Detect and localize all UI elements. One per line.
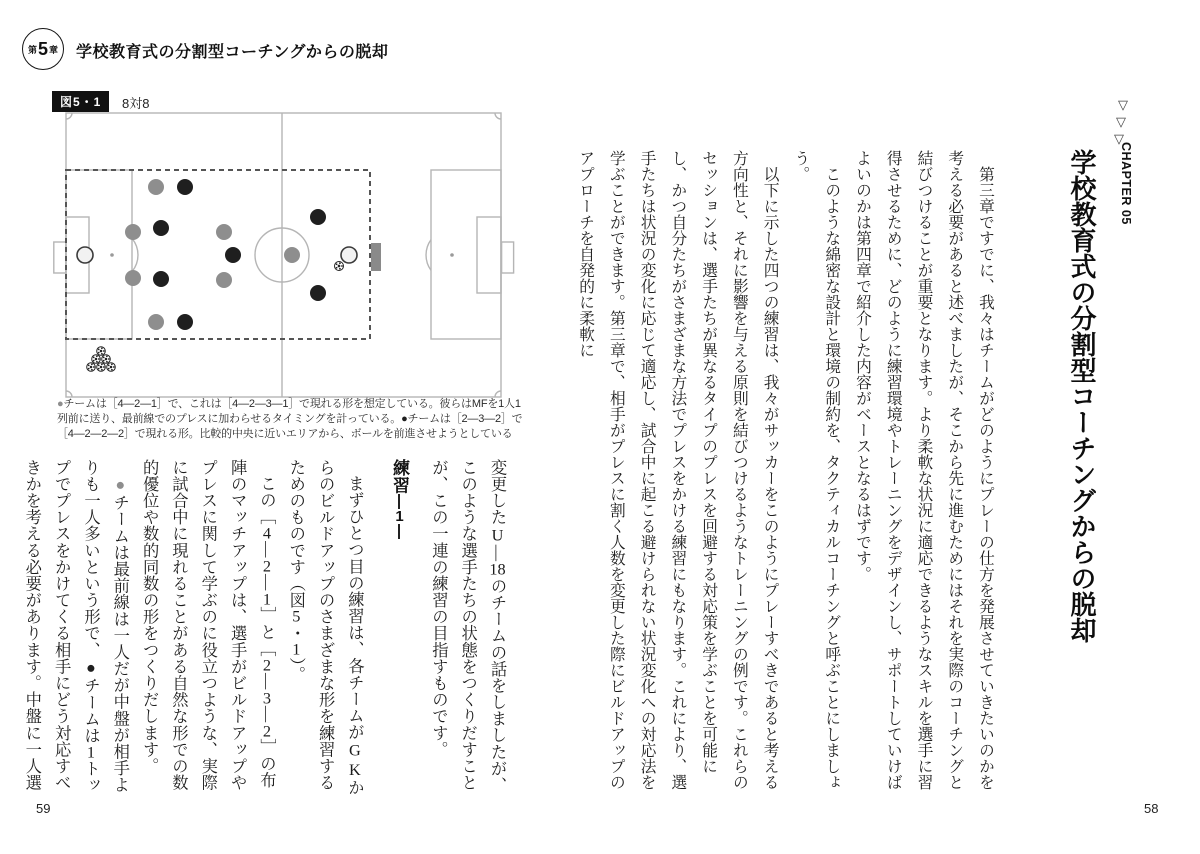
deco-triangle: ▽: [1114, 132, 1124, 147]
player-gray: [125, 270, 141, 286]
left-penalty-box: [66, 170, 132, 339]
right-penalty-spot: [450, 253, 454, 257]
page-number-right: 58: [1144, 801, 1159, 816]
player-black: [310, 209, 326, 225]
paragraph: 第三章ですでに、我々はチームがどのようにプレーの仕方を発展させていきたいのかを考える必要があると述べましたが、そこから先に進むためにはそれを実際のコーチングと結びつけることが重要となります。より柔軟な状況に適応できるようなスキルを選手に習得させるために、どのように練習環境やトレーニングをデザインし、サポートしていけばよいのかは第四章で紹介した内容がベースとなるはずです。: [853, 150, 994, 790]
chapter-marker: CHAPTER 05: [1119, 142, 1133, 225]
right-goal-area: [477, 217, 501, 293]
team-dot: ●: [81, 658, 101, 678]
left-page-body: [17, 459, 512, 804]
left-penalty-spot: [110, 253, 114, 257]
paragraph: ●チームは最前線は一人だが中盤が相手よりも一人多いという形で、●チームは1トップでプレスをかけてくる相手にどう対応すべきかを考える必要があります。中盤に一人選: [22, 459, 130, 794]
player-gray: [284, 247, 300, 263]
chapter-badge-suffix: 章: [49, 44, 59, 55]
figure-caption: ●チームは［4―2―1］で、これは［4―2―3―1］で現れる形を想定している。彼らはMFを1人1列前に送り、最前線でのプレスに加わらせるタイミングを計っている。●チームは［2―3―2］で［4―2―2―2］で現れる形。比較的中央に近いエリアから、ボールを前進させようとしている: [57, 398, 523, 440]
players-layer: [77, 179, 357, 371]
chapter-badge-prefix: 第: [27, 44, 37, 55]
right-page-body: [569, 150, 1000, 798]
mini-goal: [371, 243, 381, 271]
pitch-outline: [66, 113, 501, 397]
figure-label: 図5・1: [52, 91, 109, 112]
team-dot: ●: [401, 413, 408, 425]
soccer-pitch-diagram: [53, 108, 515, 400]
player-black: [225, 247, 241, 263]
player-goalkeeper: [77, 247, 93, 263]
right-goal: [502, 242, 514, 273]
paragraph-continuation: 変更したU―18のチームの話をしましたが、このような選手たちの状態をつくりだすことが、この一連の練習の目指すものです。: [429, 459, 507, 794]
player-black: [177, 314, 193, 330]
chapter-title: 学校教育式の分割型コーチングからの脱却: [1067, 149, 1097, 643]
player-black: [310, 285, 326, 301]
heading-rule: [398, 494, 400, 509]
player-goalkeeper: [341, 247, 357, 263]
player-gray: [148, 314, 164, 330]
deco-triangle: ▽: [1118, 98, 1128, 113]
figure-sublabel: 8対8: [122, 96, 150, 111]
heading-rule: [398, 524, 400, 539]
paragraph: この［4―2―1］と［2―3―2］の布陣のマッチアップは、選手がビルドアップやプレスに関して学ぶのに役立つような、実際に試合中に現れることがある自然な形での数的優位や数的同数の形をつくりだします。: [140, 459, 277, 791]
exercise-heading-kanji: 練習: [390, 459, 410, 494]
corner-arc: [66, 113, 72, 119]
pitch-lines: [54, 113, 514, 397]
left-goal: [54, 242, 66, 273]
exercise-heading-number: 1: [395, 508, 404, 524]
paragraph: 以下に示した四つの練習は、我々がサッカーをこのようにプレーすべきであると考える方向性と、それに影響を与える原則を結びつけるようなトレーニングの例です。これらのセッションは、選手たちが異なるタイプのプレスを回避する対応策を学ぶことを可能にし、かつ自分たちがさまざまな方法でプレスをかける練習にもなります。これにより、選手たちは状況の変化に応じて適応し、試合中に起こる避けられない状況変化への対応法を学ぶことができます。第三章で、相手がプレスに割く人数を変更した際にビルドアップのアプローチを自発的に柔軟に: [577, 150, 779, 790]
player-black: [153, 220, 169, 236]
right-penalty-arc: [426, 240, 431, 271]
corner-arc: [495, 113, 501, 119]
player-gray: [125, 224, 141, 240]
player-black: [153, 271, 169, 287]
page-number-left: 59: [36, 801, 51, 816]
left-penalty-arc: [132, 238, 138, 271]
running-head-title: 学校教育式の分割型コーチングからの脱却: [76, 44, 389, 61]
player-black: [177, 179, 193, 195]
right-penalty-box: [431, 170, 501, 339]
player-gray: [216, 224, 232, 240]
paragraph: このような綿密な設計と環境の制約を、タクティカルコーチングと呼ぶことにしましょう。: [792, 150, 841, 790]
chapter-badge-number: 5: [37, 38, 48, 59]
player-gray: [148, 179, 164, 195]
exercise-heading: [383, 459, 414, 804]
team-dot: ●: [110, 475, 130, 495]
team-dot: ●: [57, 398, 64, 410]
deco-triangle: ▽: [1116, 115, 1126, 130]
player-gray: [216, 272, 232, 288]
chapter-badge: [22, 28, 64, 70]
paragraph: まずひとつ目の練習は、各チームがGKからのビルドアップのさまざまな形を練習するためのものです（図5・1）。: [286, 459, 365, 796]
